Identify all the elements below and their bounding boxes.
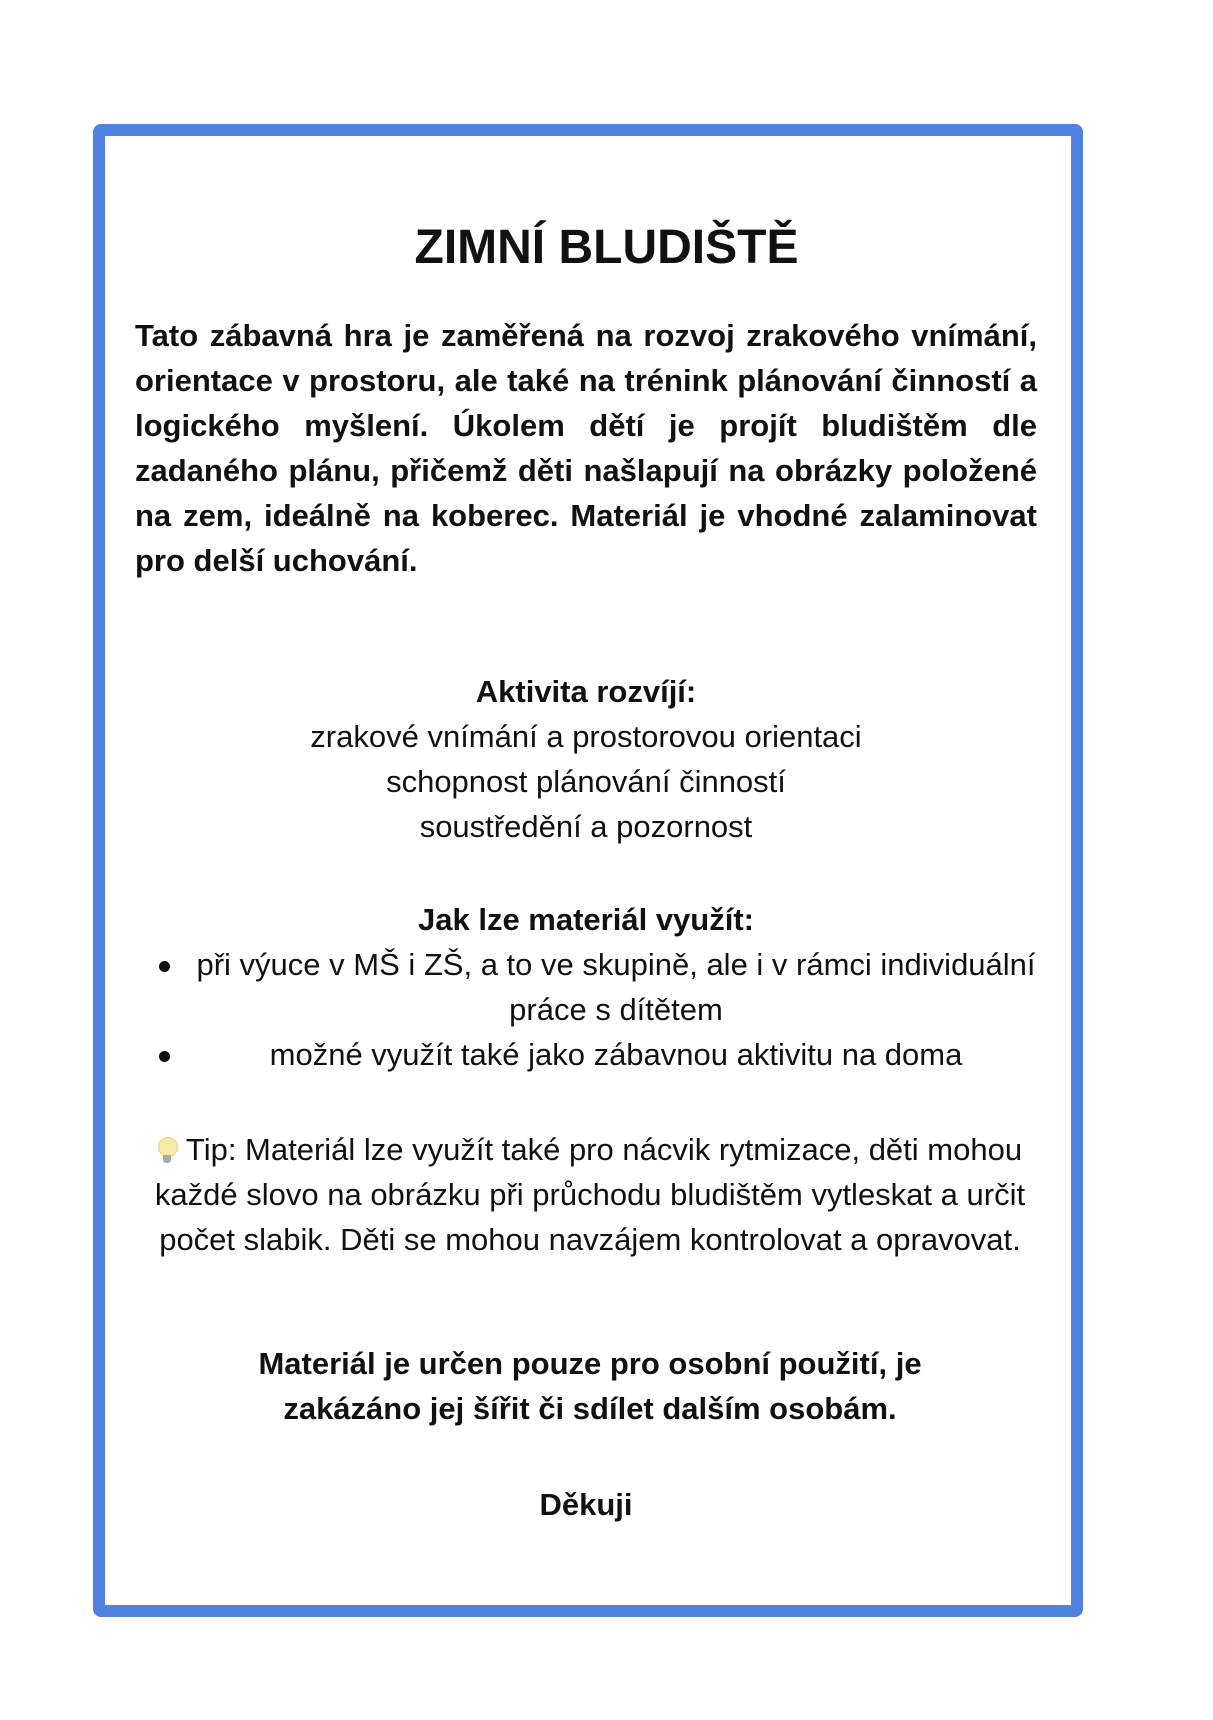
develops-item: soustředění a pozornost xyxy=(419,809,753,844)
usage-heading: Jak lze materiál využít: xyxy=(418,902,754,937)
bullet-icon xyxy=(159,961,170,972)
list-item: při výuce v MŠ i ZŠ, a to ve skupině, ale i v rámci individuální práce s dítětem xyxy=(135,942,1037,1032)
develops-heading: Aktivita rozvíjí: xyxy=(475,674,697,709)
lightbulb-icon xyxy=(158,1137,176,1163)
tip-paragraph: Tip: Materiál lze využít také pro nácvik rytmizace, děti mohou každé slovo na obrázku při průchodu bludištěm vytleskat a určit počet slabik. Děti se mohou navzájem kontrolovat a opravovat. xyxy=(154,1132,1026,1257)
develops-item: zrakové vnímání a prostorovou orientaci xyxy=(310,719,862,754)
thanks-text: Děkuji xyxy=(539,1487,633,1522)
bullet-icon xyxy=(159,1051,170,1062)
develops-section xyxy=(135,669,1037,849)
page-title: ZIMNÍ BLUDIŠTĚ xyxy=(414,221,799,274)
list-item: možné využít také jako zábavnou aktivitu na doma xyxy=(135,1032,1037,1077)
usage-list xyxy=(135,942,1037,1077)
usage-notice: Materiál je určen pouze pro osobní použití, je zakázáno jej šířit či sdílet dalším osobám. xyxy=(258,1346,922,1426)
develops-item: schopnost plánování činností xyxy=(386,764,786,799)
intro-paragraph: Tato zábavná hra je zaměřená na rozvoj zrakového vnímání, orientace v prostoru, ale také na trénink plánování činností a logického myšlení. Úkolem dětí je projít bludištěm dle zadaného plánu, přičemž děti našlapují na obrázky položené na zem, ideálně na koberec. Materiál je vhodné zalaminovat pro delší uchování. xyxy=(135,318,1037,578)
usage-section xyxy=(135,897,1037,1077)
